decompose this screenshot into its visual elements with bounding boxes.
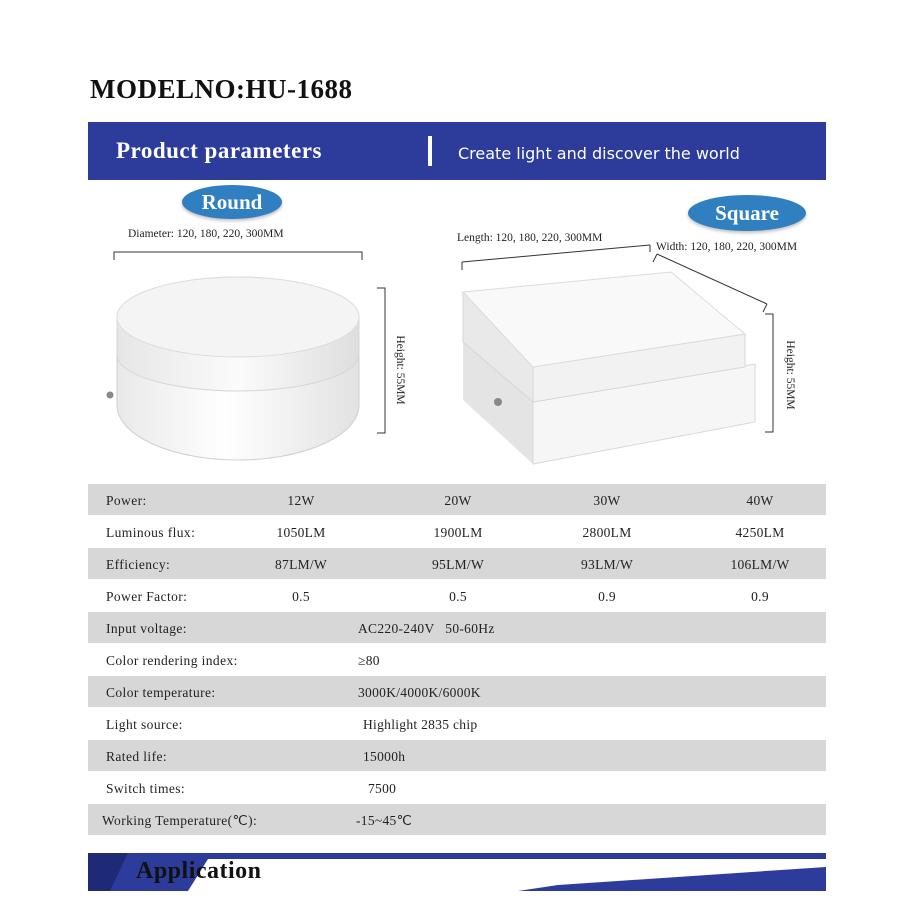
- banner-slogan: Create light and discover the world: [458, 144, 740, 163]
- spec-label: Working Temperature(℃):: [102, 813, 258, 828]
- spec-value: 87LM/W: [274, 557, 328, 572]
- spec-value: 1900LM: [433, 525, 483, 540]
- spec-label: Light source:: [106, 717, 183, 732]
- spec-table: [88, 484, 826, 836]
- model-number: MODELNO:HU-1688: [90, 74, 353, 104]
- spec-value: 20W: [444, 493, 472, 508]
- spec-row-working-temperature: [88, 804, 826, 836]
- spec-value: 40W: [746, 493, 774, 508]
- spec-value: 0.5: [449, 589, 467, 604]
- square-width-label: Width: 120, 180, 220, 300MM: [656, 241, 798, 253]
- spec-label: Color rendering index:: [106, 653, 238, 668]
- spec-row-luminous-flux: [88, 516, 826, 548]
- banner-separator: [428, 136, 432, 166]
- spec-value: ≥80: [358, 653, 380, 668]
- spec-row-efficiency: [88, 548, 826, 580]
- round-height-label: Height: 55MM: [394, 335, 406, 405]
- spec-value: AC220-240V 50-60Hz: [358, 621, 495, 636]
- spec-label: Input voltage:: [106, 621, 187, 636]
- spec-value: 2800LM: [582, 525, 632, 540]
- spec-label: Power Factor:: [106, 589, 188, 604]
- square-label: Square: [688, 195, 806, 231]
- spec-value: 1050LM: [276, 525, 326, 540]
- application-banner: [88, 853, 826, 891]
- spec-row-color-temperature: [88, 676, 826, 708]
- spec-value: 4250LM: [735, 525, 785, 540]
- spec-label: Efficiency:: [106, 557, 171, 572]
- round-diameter-label: Diameter: 120, 180, 220, 300MM: [128, 228, 284, 240]
- banner-title: Product parameters: [116, 138, 322, 163]
- square-lamp-image: [445, 242, 785, 472]
- spec-label: Rated life:: [106, 749, 168, 764]
- spec-row-light-source: [88, 708, 826, 740]
- spec-value: 106LM/W: [730, 557, 790, 572]
- spec-label: Power:: [106, 493, 147, 508]
- spec-value: 12W: [287, 493, 315, 508]
- spec-value: 0.9: [751, 589, 769, 604]
- spec-value: 95LM/W: [431, 557, 485, 572]
- spec-value: 30W: [593, 493, 621, 508]
- product-parameters-banner: [88, 122, 826, 180]
- spec-label: Luminous flux:: [106, 525, 196, 540]
- spec-row-power-factor: [88, 580, 826, 612]
- square-length-label: Length: 120, 180, 220, 300MM: [457, 232, 603, 244]
- application-heading: Application: [136, 858, 262, 884]
- spec-value: -15~45℃: [356, 813, 413, 828]
- spec-value: 0.9: [598, 589, 616, 604]
- spec-value: 0.5: [292, 589, 310, 604]
- spec-value: 7500: [368, 781, 397, 796]
- spec-value: 3000K/4000K/6000K: [358, 685, 481, 700]
- spec-label: Color temperature:: [106, 685, 216, 700]
- spec-row-power: [88, 484, 826, 516]
- spec-row-cri: [88, 644, 826, 676]
- spec-value: Highlight 2835 chip: [363, 717, 478, 732]
- spec-row-switch-times: [88, 772, 826, 804]
- spec-value: 93LM/W: [580, 557, 634, 572]
- spec-value: 15000h: [363, 749, 406, 764]
- spec-row-rated-life: [88, 740, 826, 772]
- round-label: Round: [182, 185, 282, 219]
- spec-label: Switch times:: [106, 781, 186, 796]
- spec-row-input-voltage: [88, 612, 826, 644]
- round-lamp-image: [95, 235, 415, 475]
- square-height-label: Height: 55MM: [784, 340, 796, 410]
